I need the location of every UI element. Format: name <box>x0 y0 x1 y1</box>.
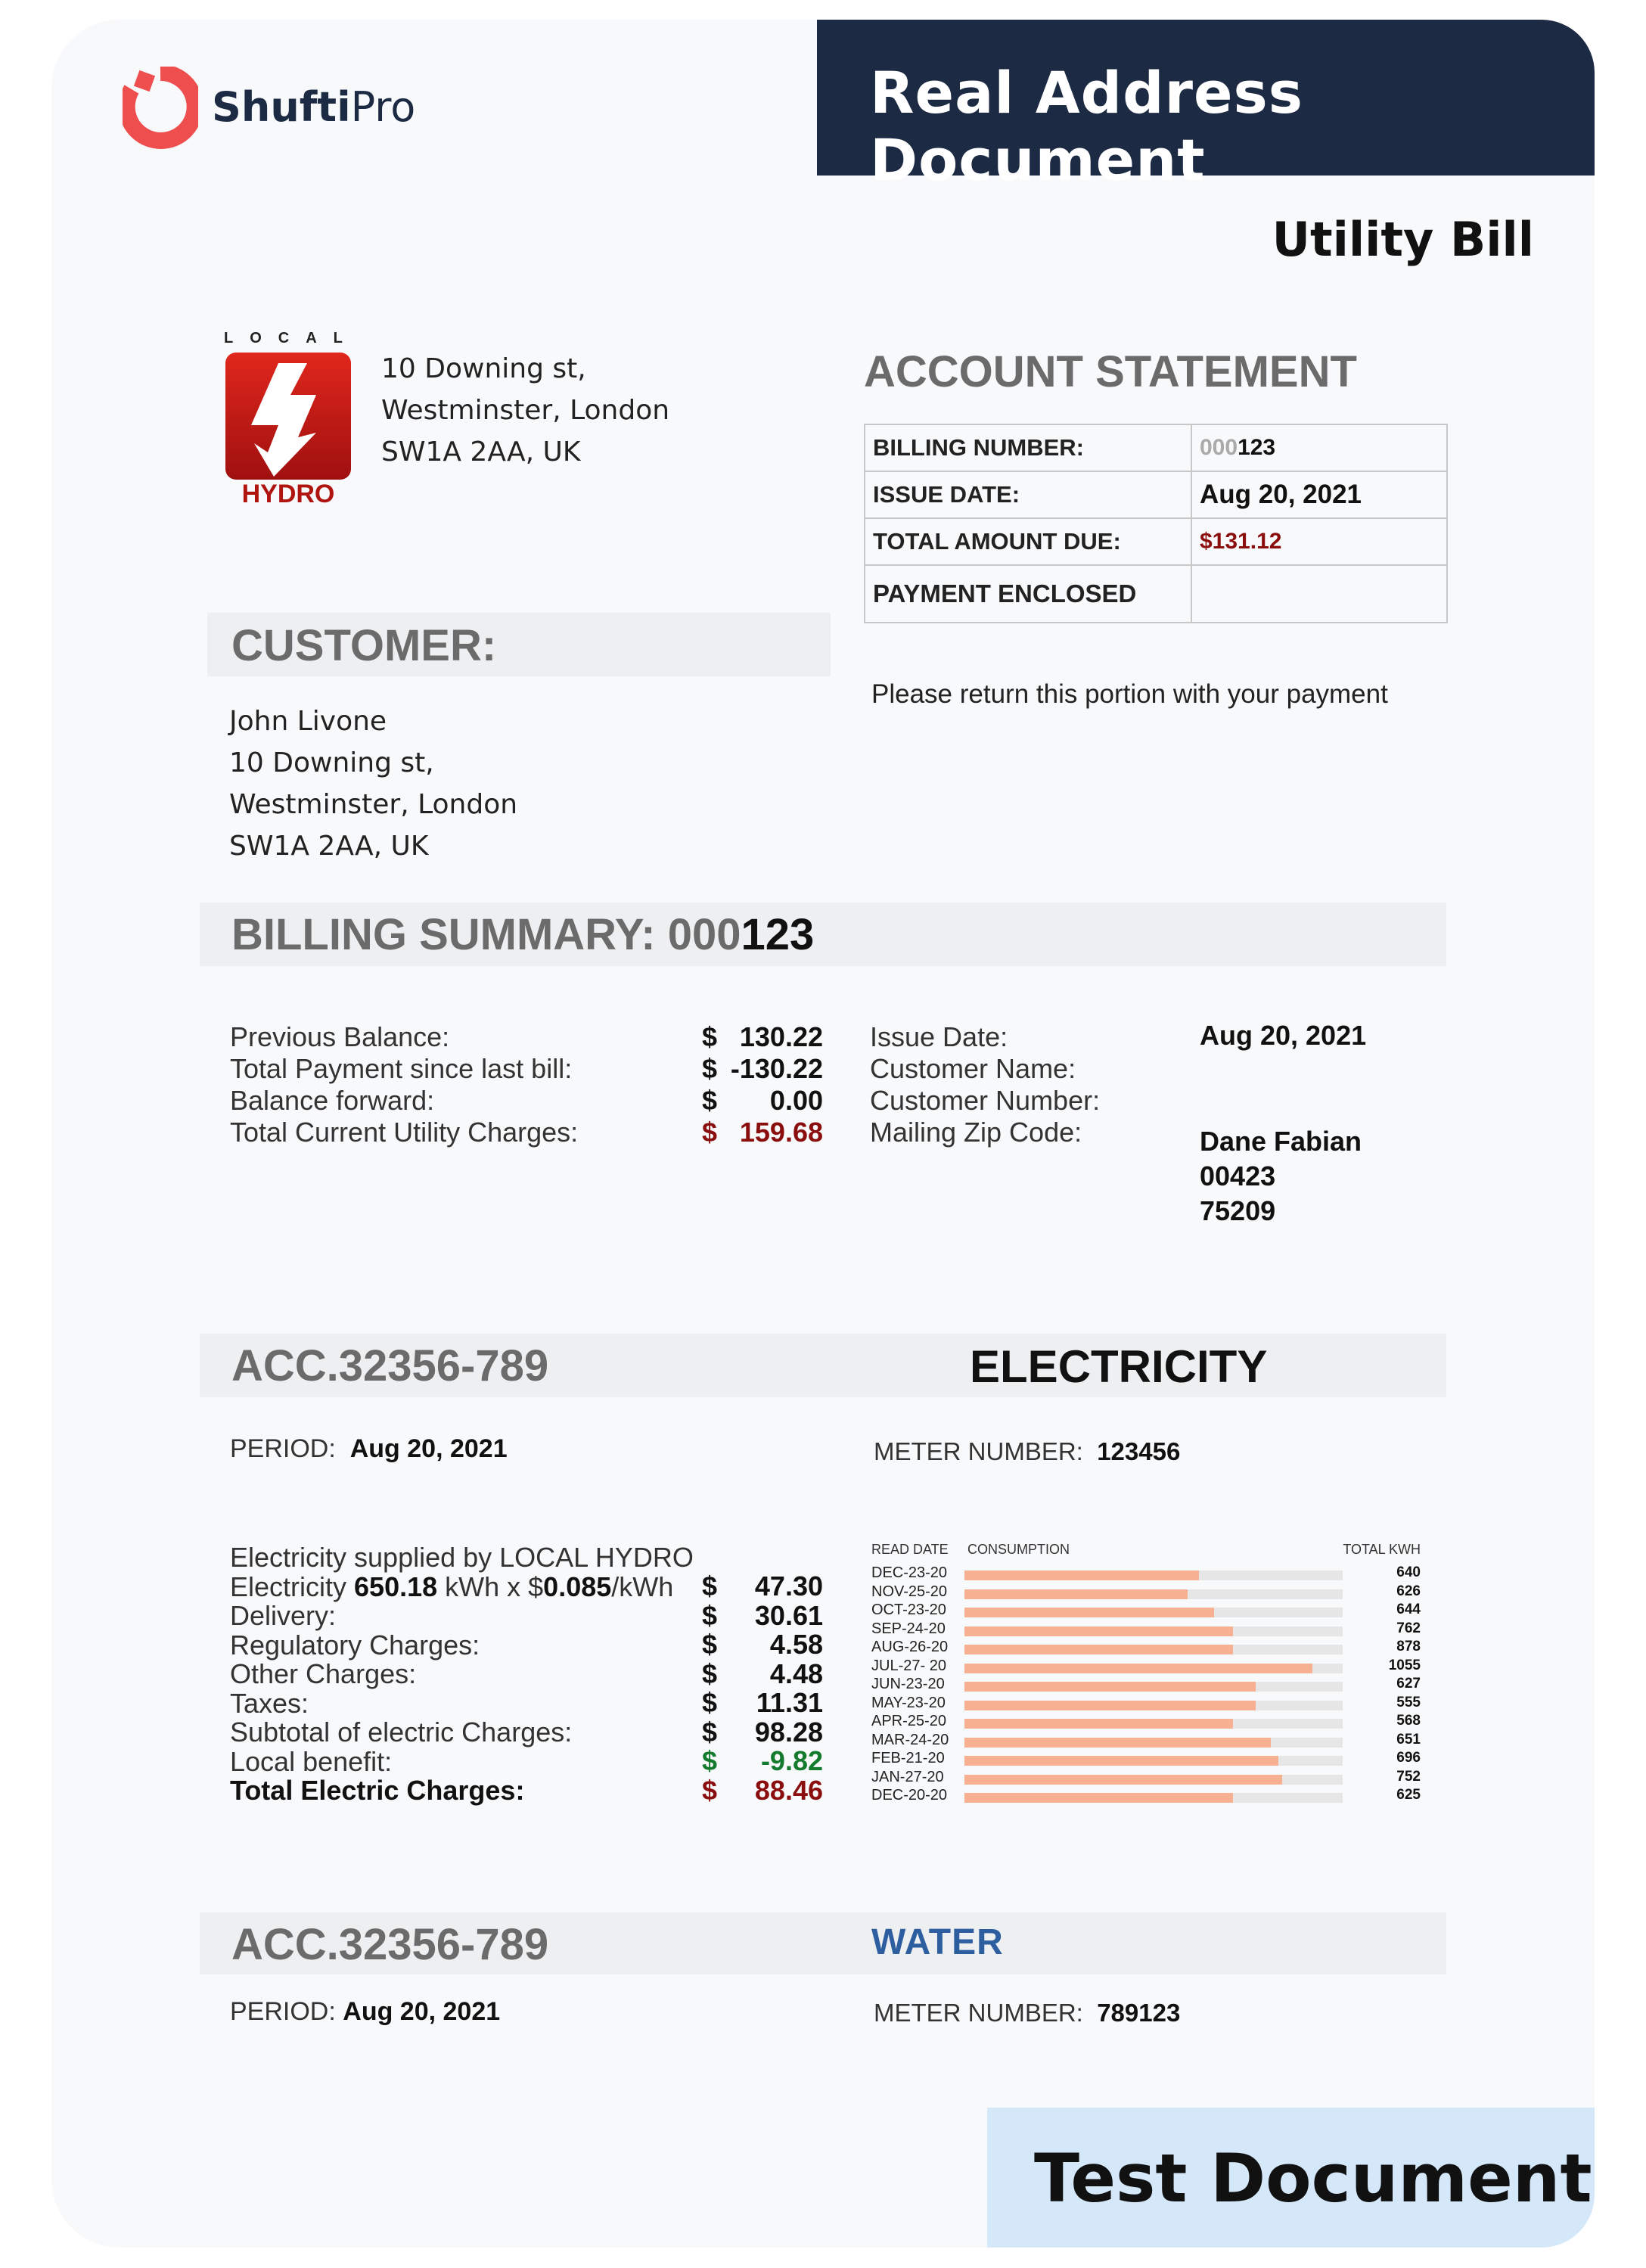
table-row <box>865 424 1447 471</box>
current-charges-label: Total Current Utility Charges: <box>230 1117 579 1148</box>
total-electric-label: Total Electric Charges: <box>230 1775 525 1806</box>
currency-symbol: $ <box>702 1571 718 1602</box>
chart-category-label: JUN-23-20 <box>871 1676 945 1692</box>
chart-bar <box>964 1701 1256 1710</box>
customer-name-value: Dane Fabian <box>1200 1126 1362 1157</box>
chart-category-label: DEC-20-20 <box>871 1787 948 1804</box>
currency-symbol: $ <box>702 1629 718 1660</box>
amount: 0.00 <box>769 1085 823 1116</box>
company-address-line: Westminster, London <box>381 395 670 426</box>
balance-forward-label: Balance forward: <box>230 1085 435 1116</box>
customer-name: John Livone <box>229 706 387 737</box>
usage-pre: Electricity <box>230 1571 355 1602</box>
issue-date-value: Aug 20, 2021 <box>1191 471 1447 518</box>
billing-summary-labels <box>230 1021 578 1148</box>
water-meter <box>874 1999 1180 2027</box>
shuftipro-ring-icon <box>123 67 198 150</box>
currency-symbol: $ <box>702 1021 718 1052</box>
water-period <box>230 1997 500 2027</box>
electricity-meter <box>874 1437 1180 1466</box>
chart-value-label: 626 <box>1396 1583 1421 1599</box>
chart-bar <box>964 1664 1312 1673</box>
subtotal-label: Subtotal of electric Charges: <box>230 1717 573 1748</box>
currency-symbol: $ <box>702 1687 718 1718</box>
taxes-label: Taxes: <box>230 1687 309 1719</box>
brand-name-bold: Shufti <box>212 83 351 131</box>
electricity-charge-values <box>702 1572 823 1805</box>
chart-value-label: 696 <box>1396 1750 1421 1766</box>
chart-bar-row <box>871 1583 1421 1603</box>
test-document-label: Test Document <box>1034 2139 1592 2217</box>
previous-balance-value <box>702 1021 823 1053</box>
meter-label: METER NUMBER: <box>874 1999 1083 2027</box>
return-note: Please return this portion with your payment <box>871 679 1388 709</box>
chart-value-label: 627 <box>1396 1676 1421 1692</box>
billing-number-value <box>1191 424 1447 471</box>
chart-value-label: 651 <box>1396 1731 1421 1748</box>
chart-bar-row <box>871 1676 1421 1695</box>
issue-date-label-2: Issue Date: <box>870 1021 1008 1052</box>
company-address-line: SW1A 2AA, UK <box>381 437 581 468</box>
period-value: Aug 20, 2021 <box>349 1434 508 1463</box>
chart-category-label: APR-25-20 <box>871 1713 946 1729</box>
chart-bar-track <box>964 1756 1343 1766</box>
supplier-line: Electricity supplied by LOCAL HYDRO <box>230 1542 694 1573</box>
currency-symbol: $ <box>702 1117 718 1148</box>
consumption-chart <box>871 1542 1421 1814</box>
amount: 47.30 <box>754 1571 823 1602</box>
chart-bar <box>964 1626 1233 1636</box>
logo-bottom-text: HYDRO <box>241 480 335 508</box>
other-charges-value <box>702 1660 823 1689</box>
currency-symbol: $ <box>702 1774 718 1806</box>
chart-bar-track <box>964 1645 1343 1654</box>
currency-symbol: $ <box>702 1053 718 1084</box>
account-statement-title: ACCOUNT STATEMENT <box>864 347 1357 396</box>
chart-bar-track <box>964 1738 1343 1748</box>
customer-number-label: Customer Number: <box>870 1085 1101 1116</box>
currency-symbol: $ <box>702 1658 718 1689</box>
banner-title: Real Address Document <box>870 59 1303 194</box>
billing-number-prefix: 000 <box>1200 435 1238 460</box>
previous-balance-label: Previous Balance: <box>230 1021 450 1052</box>
chart-bar-row <box>871 1564 1421 1584</box>
chart-value-label: 625 <box>1396 1787 1421 1803</box>
logo-top-text: LOCAL <box>224 330 359 346</box>
chart-rows <box>871 1564 1421 1814</box>
chart-category-label: MAY-23-20 <box>871 1694 946 1711</box>
billing-summary-label: BILLING SUMMARY: <box>231 910 668 959</box>
billing-summary-number-prefix: 000 <box>667 910 741 959</box>
chart-bar <box>964 1738 1271 1748</box>
subtotal-value <box>702 1718 823 1748</box>
amount: 159.68 <box>739 1117 823 1148</box>
chart-bar <box>964 1682 1256 1692</box>
chart-value-label: 762 <box>1396 1620 1421 1636</box>
other-charges-label: Other Charges: <box>230 1658 417 1689</box>
total-due-value: $131.12 <box>1191 518 1447 565</box>
chart-value-label: 752 <box>1396 1768 1421 1785</box>
total-electric-value <box>702 1776 823 1806</box>
table-row <box>865 565 1447 623</box>
chart-category-label: NOV-25-20 <box>871 1583 948 1600</box>
chart-value-label: 1055 <box>1388 1657 1421 1673</box>
chart-bar-track <box>964 1793 1343 1803</box>
chart-category-label: MAR-24-20 <box>871 1731 949 1748</box>
chart-bar-row <box>871 1750 1421 1769</box>
chart-value-label: 644 <box>1396 1602 1421 1617</box>
chart-bar <box>964 1589 1188 1599</box>
lightning-icon <box>225 353 351 480</box>
meter-value: 789123 <box>1097 1999 1181 2027</box>
chart-value-label: 878 <box>1396 1639 1421 1654</box>
total-payment-label: Total Payment since last bill: <box>230 1053 573 1084</box>
billing-summary-values <box>702 1021 823 1148</box>
electricity-period <box>230 1434 508 1464</box>
current-charges-value <box>702 1117 823 1148</box>
chart-category-label: DEC-23-20 <box>871 1564 948 1581</box>
customer-name-label: Customer Name: <box>870 1053 1076 1084</box>
billing-number-label: BILLING NUMBER: <box>865 424 1191 471</box>
period-label: PERIOD: <box>230 1434 336 1463</box>
chart-category-label: FEB-21-20 <box>871 1750 945 1766</box>
issue-date-value-2: Aug 20, 2021 <box>1200 1020 1367 1051</box>
period-label: PERIOD: <box>230 1997 336 2026</box>
customer-address-line: Westminster, London <box>229 789 518 820</box>
chart-bar-track <box>964 1571 1343 1580</box>
chart-category-label: AUG-26-20 <box>871 1639 949 1655</box>
amount: -9.82 <box>760 1745 823 1776</box>
currency-symbol: $ <box>702 1716 718 1748</box>
amount: 4.48 <box>769 1658 823 1689</box>
chart-category-label: JUL-27- 20 <box>871 1657 946 1674</box>
shuftipro-logo <box>123 67 440 150</box>
customer-title: CUSTOMER: <box>231 621 497 670</box>
chart-bar-row <box>871 1658 1421 1677</box>
meter-value: 123456 <box>1097 1437 1181 1465</box>
chart-bar-track <box>964 1589 1343 1599</box>
chart-bar-row <box>871 1695 1421 1714</box>
customer-info-labels <box>870 1021 1100 1148</box>
chart-header-consumption: CONSUMPTION <box>967 1542 1070 1557</box>
chart-bar <box>964 1719 1233 1729</box>
chart-bar-track <box>964 1701 1343 1710</box>
chart-category-label: JAN-27-20 <box>871 1768 944 1785</box>
chart-bar-track <box>964 1608 1343 1617</box>
chart-bar-track <box>964 1664 1343 1673</box>
usage-line <box>230 1573 694 1602</box>
chart-bar <box>964 1645 1233 1654</box>
currency-symbol: $ <box>702 1085 718 1116</box>
electricity-charge-labels <box>230 1543 694 1806</box>
chart-bar-row <box>871 1732 1421 1751</box>
zip-code-value: 75209 <box>1200 1195 1276 1226</box>
customer-number-value: 00423 <box>1200 1160 1276 1191</box>
chart-bar-row <box>871 1620 1421 1640</box>
chart-bar-row <box>871 1769 1421 1788</box>
usage-mid: kWh x $ <box>437 1571 544 1602</box>
chart-bar-track <box>964 1775 1343 1785</box>
amount: -130.22 <box>730 1053 823 1084</box>
chart-bar <box>964 1756 1278 1766</box>
amount: 11.31 <box>756 1687 823 1718</box>
amount: 30.61 <box>754 1599 823 1631</box>
zip-code-label: Mailing Zip Code: <box>870 1117 1082 1148</box>
account-statement-table <box>864 424 1448 623</box>
chart-header-date: READ DATE <box>871 1542 949 1557</box>
total-due-label: TOTAL AMOUNT DUE: <box>865 518 1191 565</box>
usage-rate: 0.085 <box>543 1571 612 1602</box>
billing-number-suffix: 123 <box>1238 435 1276 460</box>
company-address <box>381 348 669 473</box>
chart-bar-row <box>871 1787 1421 1807</box>
brand-name-light: Pro <box>350 83 416 131</box>
customer-address-line: 10 Downing st, <box>229 747 434 778</box>
chart-bar <box>964 1793 1233 1803</box>
billing-summary-number: 123 <box>741 910 815 959</box>
usage-kwh: 650.18 <box>354 1571 438 1602</box>
usage-post: /kWh <box>611 1571 674 1602</box>
test-document-stamp <box>987 2108 1595 2248</box>
chart-bar-track <box>964 1682 1343 1692</box>
taxes-value <box>702 1689 823 1718</box>
chart-header-total: TOTAL KWH <box>1343 1542 1421 1557</box>
water-title: WATER <box>871 1922 1004 1962</box>
chart-bar-track <box>964 1626 1343 1636</box>
period-value: Aug 20, 2021 <box>343 1997 501 2026</box>
customer-info-values <box>1200 1124 1362 1229</box>
payment-enclosed-label: PAYMENT ENCLOSED <box>865 565 1191 623</box>
chart-value-label: 640 <box>1396 1564 1421 1580</box>
total-payment-value <box>702 1053 823 1085</box>
billing-summary-title <box>231 909 814 960</box>
usage-value <box>702 1572 823 1602</box>
chart-bar <box>964 1571 1199 1580</box>
company-address-line: 10 Downing st, <box>381 353 586 384</box>
delivery-label: Delivery: <box>230 1600 337 1631</box>
chart-bar-row <box>871 1713 1421 1732</box>
local-benefit-value <box>702 1747 823 1776</box>
amount: 4.58 <box>769 1629 823 1660</box>
chart-category-label: SEP-24-20 <box>871 1620 946 1637</box>
chart-bar-row <box>871 1639 1421 1658</box>
chart-value-label: 568 <box>1396 1713 1421 1729</box>
chart-bar-row <box>871 1602 1421 1621</box>
issue-date-label: ISSUE DATE: <box>865 471 1191 518</box>
customer-address-line: SW1A 2AA, UK <box>229 831 429 862</box>
balance-forward-value <box>702 1085 823 1117</box>
amount: 98.28 <box>754 1716 823 1748</box>
chart-bar <box>964 1775 1282 1785</box>
doc-type-title: Utility Bill <box>1272 212 1534 267</box>
chart-bar <box>964 1608 1214 1617</box>
electricity-account: ACC.32356-789 <box>231 1341 549 1390</box>
currency-symbol: $ <box>702 1745 718 1776</box>
electricity-title: ELECTRICITY <box>970 1341 1268 1392</box>
document-banner <box>817 20 1595 194</box>
chart-value-label: 555 <box>1396 1694 1421 1710</box>
chart-category-label: OCT-23-20 <box>871 1602 946 1618</box>
delivery-value <box>702 1599 823 1631</box>
meter-label: METER NUMBER: <box>874 1437 1083 1465</box>
chart-bar-track <box>964 1719 1343 1729</box>
local-hydro-logo <box>224 330 359 508</box>
regulatory-value <box>702 1630 823 1660</box>
table-row <box>865 471 1447 518</box>
customer-address <box>229 701 517 867</box>
amount: 130.22 <box>739 1021 823 1052</box>
amount: 88.46 <box>754 1774 823 1806</box>
regulatory-label: Regulatory Charges: <box>230 1629 480 1661</box>
water-account: ACC.32356-789 <box>231 1920 549 1969</box>
table-row <box>865 518 1447 565</box>
local-benefit-label: Local benefit: <box>230 1745 393 1777</box>
payment-enclosed-value[interactable] <box>1191 565 1447 623</box>
currency-symbol: $ <box>702 1599 718 1631</box>
